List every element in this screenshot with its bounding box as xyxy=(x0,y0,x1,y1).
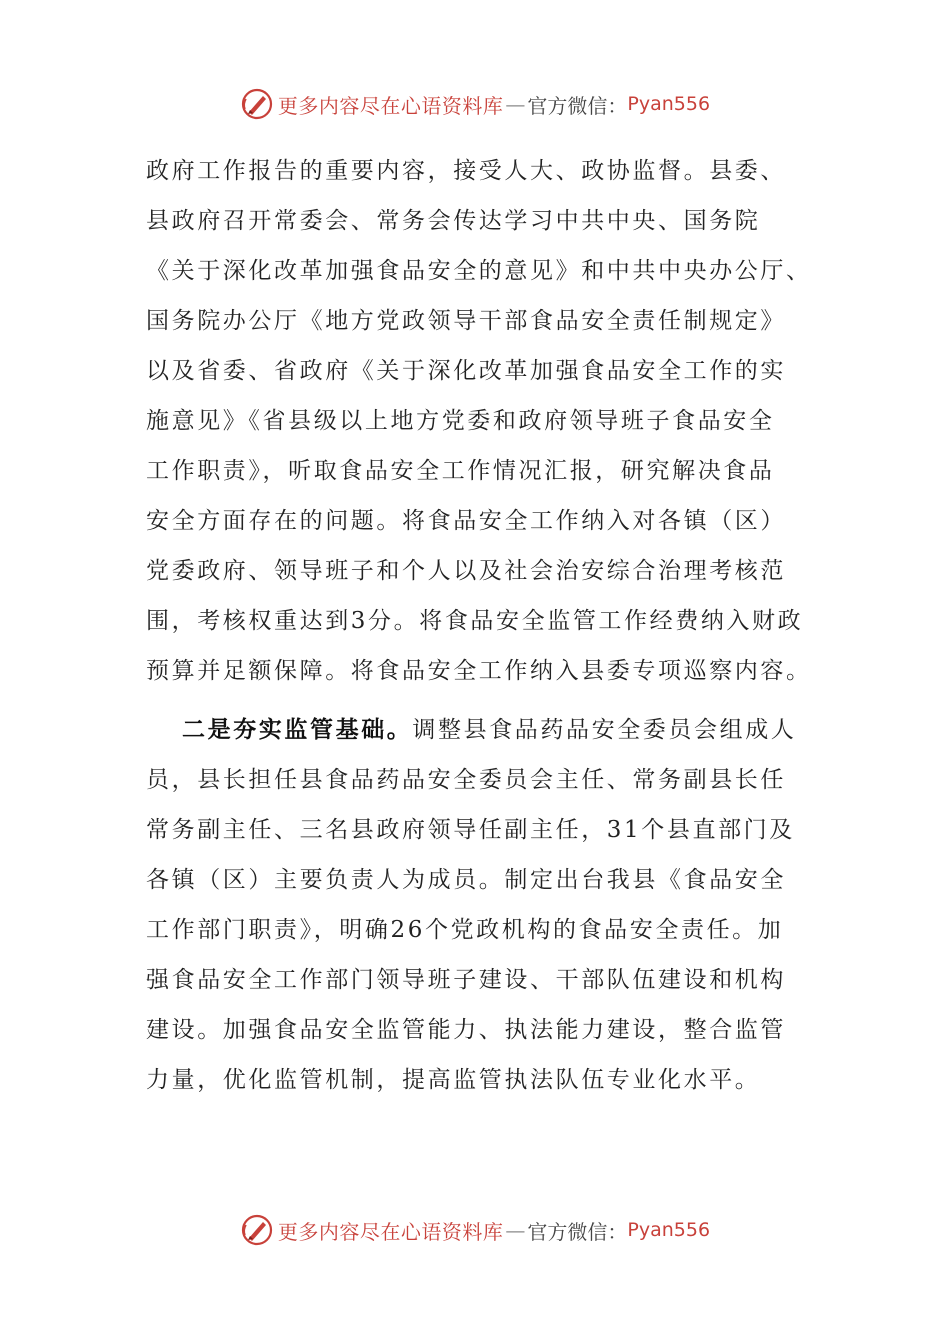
pen-logo-icon xyxy=(240,1213,274,1247)
text-line: 强食品安全工作部门领导班子建设、干部队伍建设和机构 xyxy=(146,967,786,993)
banner-separator: — xyxy=(505,92,526,116)
text-line: 建设。加强食品安全监管能力、执法能力建设，整合监管 xyxy=(146,1017,786,1043)
text-line: 政府工作报告的重要内容，接受人大、政协监督。县委、 xyxy=(146,158,786,184)
text-line: 各镇（区）主要负责人为成员。制定出台我县《食品安全 xyxy=(146,867,786,893)
wechat-label: 官方微信： xyxy=(527,93,628,118)
wechat-id: Pyan556 xyxy=(627,93,711,115)
section-heading: 二是夯实监管基础。 xyxy=(182,716,413,743)
document-body xyxy=(146,146,826,1105)
paragraph-1 xyxy=(146,146,826,696)
paragraph-2-first-line xyxy=(146,705,826,755)
text-line: 党委政府、领导班子和个人以及社会治安综合治理考核范 xyxy=(146,558,786,584)
footer-banner xyxy=(0,1208,950,1252)
text-line: 县政府召开常委会、常务会传达学习中共中央、国务院 xyxy=(146,208,761,234)
text-line: 施意见》《省县级以上地方党委和政府领导班子食品安全 xyxy=(146,408,775,434)
text-line: 常务副主任、三名县政府领导任副主任，31个县直部门及 xyxy=(146,817,795,843)
pen-logo-icon xyxy=(240,87,274,121)
wechat-label: 官方微信： xyxy=(527,1219,628,1244)
text-line: 《关于深化改革加强食品安全的意见》和中共中央办公厅、 xyxy=(146,258,812,284)
text-line: 预算并足额保障。将食品安全工作纳入县委专项巡察内容。 xyxy=(146,658,812,684)
text-line: 安全方面存在的问题。将食品安全工作纳入对各镇（区） xyxy=(146,508,786,534)
text-line: 以及省委、省政府《关于深化改革加强食品安全工作的实 xyxy=(146,358,786,384)
text-line: 工作职责》，听取食品安全工作情况汇报，研究解决食品 xyxy=(146,458,775,484)
header-banner xyxy=(0,82,950,126)
wechat-id: Pyan556 xyxy=(627,1219,711,1241)
text-line: 围，考核权重达到3分。将食品安全监管工作经费纳入财政 xyxy=(146,608,804,634)
text-line: 力量，优化监管机制，提高监管执法队伍专业化水平。 xyxy=(146,1067,761,1093)
brand-text: 更多内容尽在心语资料库 xyxy=(277,93,504,118)
banner-separator: — xyxy=(505,1218,526,1242)
paragraph-2 xyxy=(146,705,826,1105)
brand-text: 更多内容尽在心语资料库 xyxy=(277,1219,504,1244)
text-line: 国务院办公厅《地方党政领导干部食品安全责任制规定》 xyxy=(146,308,786,334)
text-line: 员，县长担任县食品药品安全委员会主任、常务副县长任 xyxy=(146,767,786,793)
text-line: 工作部门职责》，明确26个党政机构的食品安全责任。加 xyxy=(146,917,784,943)
text-run: 调整县食品药品安全委员会组成人 xyxy=(412,717,797,743)
